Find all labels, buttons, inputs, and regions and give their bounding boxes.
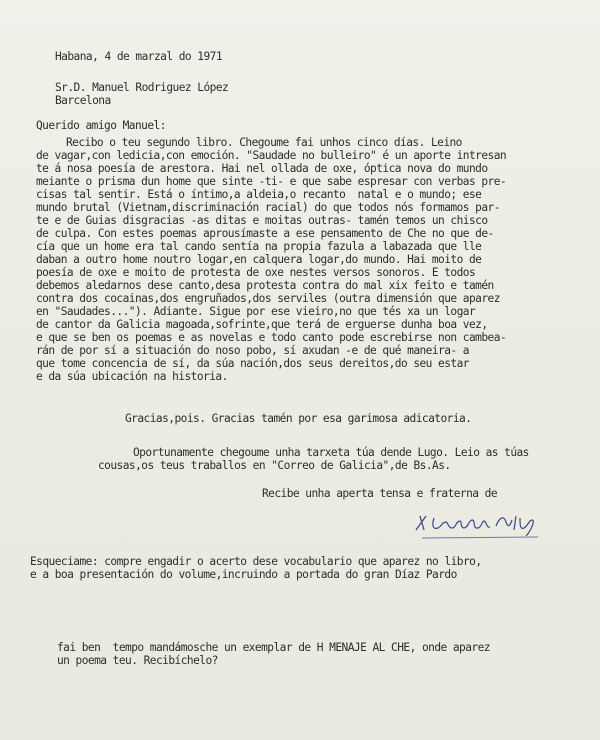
lugo-line: cousas,os teus traballos en "Correo de Galicia",de Bs.As. [98, 459, 451, 472]
body-line: meiante o prisma dun home que sinte -ti- e que sabe espresar con verbas pre- [36, 175, 507, 188]
body-line: rán de por sí a situación do noso pobo, sí axudan -e de qué maneira- a [36, 344, 469, 357]
body-line: te e de Guias disgracias -as ditas e moitas outras- tamén temos un chisco [36, 214, 488, 227]
letter-date: Habana, 4 de marzal do 1971 [55, 50, 223, 63]
footer-line: fai ben tempo mandámosche un exemplar de H MENAJE AL CHE, onde aparez [57, 641, 490, 654]
body-line: Recibo o teu segundo libro. Chegoume fai unhos cinco días. Leino [66, 136, 462, 149]
postscript-line: Esqueciame: compre engadir o acerto dese vocabulario que aparez no libro, [30, 555, 482, 568]
body-line: de vagar,con ledicia,con emoción. "Saudade no bulleiro" é un aporte intresan [36, 149, 507, 162]
thanks-line: Gracias,pois. Gracias tamén por esa garimosa adicatoria. [125, 412, 472, 425]
body-line: cisas tal sentir. Está o íntimo,a aldeia,o recanto natal e o mundo; ese [36, 188, 482, 201]
body-line: de cantor da Galicia magoada,sofrinte,que terá de erguerse dunha boa vez, [36, 318, 488, 331]
postscript-line: e a boa presentación do volume,incruindo a portada do gran Díaz Pardo [30, 568, 457, 581]
body-line: cía que un home era tal cando sentía na propia fazula a labazada que lle [36, 240, 482, 253]
body-line: debemos aledarnos dese canto,desa protesta contra do mal xix feito e tamén [36, 279, 494, 292]
body-line: e que se ben os poemas e as novelas e todo canto pode escrebirse non cambea- [36, 331, 507, 344]
body-line: te á nosa poesía de arestora. Hai nel ollada de oxe, óptica nova do mundo [36, 162, 488, 175]
body-line: poesía de oxe e moito de protesta de oxe nestes versos sonoros. E todos [36, 266, 476, 279]
body-line: mundo brutal (Vietnam,discriminación racial) do que todos nós formamos par- [36, 201, 500, 214]
footer-line: un poema teu. Recibíchelo? [57, 654, 218, 667]
signature [412, 508, 542, 542]
body-line: de culpa. Con estes poemas aprousímaste a ese pensamento de Che no que de- [36, 227, 494, 240]
body-line: e da súa ubicación na historia. [36, 370, 228, 383]
recipient-city: Barcelona [55, 94, 111, 107]
recipient-name: Sr.D. Manuel Rodriguez López [55, 81, 229, 94]
salutation: Querido amigo Manuel: [36, 119, 166, 132]
body-line: contra dos cocainas,dos engruñados,dos serviles (outra dimensión que aparez [36, 292, 500, 305]
body-line: daban a outro home noutro logar,en calquera logar,do mundo. Hai moito de [36, 253, 482, 266]
body-line: que tome concencia de sí, da súa nación,dos seus dereitos,do seu estar [36, 357, 469, 370]
lugo-line: Oportunamente chegoume unha tarxeta túa dende Lugo. Leio as túas [133, 446, 529, 459]
body-line: en "Saudades..."). Adiante. Sigue por ese vieiro,no que tés xa un logar [36, 305, 476, 318]
closing-line: Recibe unha aperta tensa e fraterna de [262, 487, 498, 500]
